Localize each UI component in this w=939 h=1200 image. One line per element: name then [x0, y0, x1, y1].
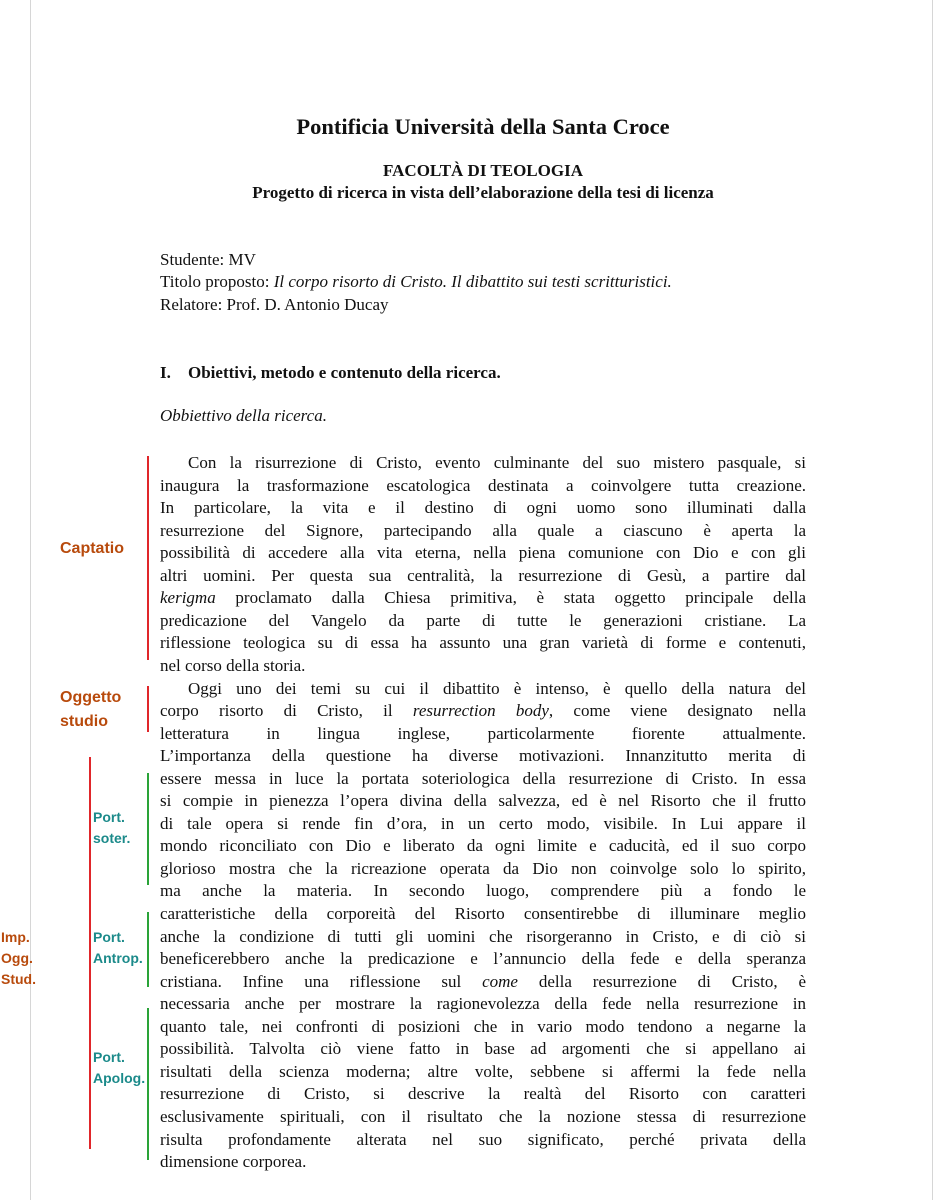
- faculty-heading: FACOLTÀ DI TEOLOGIA: [383, 161, 583, 180]
- annotation-captatio: Captatio: [60, 540, 124, 557]
- body-line: [160, 925, 806, 948]
- bracket-captatio: [147, 456, 149, 660]
- annotation-port-apolog: [93, 1047, 145, 1089]
- body-text-segment: predicazione del Vangelo da parte di tutte le generazioni cristiane. La: [160, 610, 806, 630]
- annotation-oggetto-line1: Oggetto: [60, 689, 122, 706]
- bracket-imp-ogg-stud: [89, 757, 91, 1149]
- body-text-segment: ma anche la materia. In secondo luogo, comprendere più a fondo le: [160, 881, 806, 901]
- body-line: [160, 699, 806, 722]
- body-line: [160, 519, 806, 542]
- body-line: [160, 812, 806, 835]
- section-title: Obiettivi, metodo e contenuto della ricerca.: [188, 363, 501, 382]
- body-line: [160, 970, 806, 993]
- section-subtitle: Obbiettivo della ricerca.: [160, 406, 327, 425]
- body-text-segment: nel corso della storia.: [160, 655, 306, 675]
- body-line: [160, 992, 806, 1015]
- annotation-imp-line3: Stud.: [1, 971, 36, 987]
- supervisor-line: Relatore: Prof. D. Antonio Ducay: [160, 295, 389, 314]
- body-text-segment: , come viene designato nella: [548, 701, 806, 721]
- annotation-soter-line2: soter.: [93, 830, 131, 846]
- university-title: Pontificia Università della Santa Croce: [296, 114, 670, 139]
- body-line: [160, 677, 806, 700]
- body-line: [160, 654, 806, 677]
- body-italic-term: resurrection body: [412, 701, 549, 721]
- body-line: [160, 564, 806, 587]
- body-text-segment: risulta profondamente alterata nel suo significato, perché privata della: [160, 1129, 806, 1149]
- body-line: [160, 1015, 806, 1038]
- body-line: [160, 722, 806, 745]
- annotation-apolog-line2: Apolog.: [93, 1070, 146, 1086]
- body-text-segment: necessaria anche per mostrare la ragionevolezza della fede nella resurrezione in: [160, 994, 806, 1014]
- bracket-port-apolog: [147, 1008, 149, 1160]
- annotation-oggetto-studio: [60, 686, 121, 734]
- body-line: [160, 1105, 806, 1128]
- body-text-segment: caratteristiche della corporeità del Risorto consentirebbe di illuminare meglio: [160, 904, 806, 923]
- body-line: [160, 857, 806, 880]
- annotation-imp-ogg-stud: [1, 927, 36, 990]
- body-text-segment: proclamato dalla Chiesa primitiva, è stata oggetto principale della: [215, 588, 806, 608]
- body-line: [160, 496, 806, 519]
- body-text-segment: di tale opera si rende fin d’ora, in un certo modo, visibile. In Lui appare il: [160, 813, 806, 833]
- body-line: [160, 1150, 806, 1173]
- bracket-port-antrop: [147, 912, 149, 987]
- body-text-segment: mondo riconciliato con Dio e liberato da ogni limite e caducità, ed il suo corpo: [160, 836, 806, 856]
- bracket-port-soter: [147, 773, 149, 885]
- body-line: [160, 744, 806, 767]
- proposed-title-value: Il corpo risorto di Cristo. Il dibattito sui testi scritturistici.: [273, 272, 672, 291]
- body-text-segment: altri uomini. Per questa sua centralità, la resurrezione di Gesù, a partire dal: [160, 565, 806, 585]
- annotation-oggetto-line2: studio: [60, 713, 108, 730]
- annotation-port-soter: [93, 807, 130, 849]
- annotation-apolog-line1: Port.: [93, 1049, 125, 1065]
- body-line: [160, 609, 806, 632]
- body-text-segment: possibilità di accedere alla vita eterna, nella piena comunione con Dio e con gli: [160, 543, 806, 563]
- annotation-soter-line1: Port.: [93, 809, 125, 825]
- body-text-segment: resurrezione del Signore, partecipando alla quale a ciascuno è aperta la: [160, 520, 806, 540]
- body-line: [160, 1128, 806, 1151]
- project-heading: Progetto di ricerca in vista dell’elaborazione della tesi di licenza: [252, 183, 714, 202]
- body-text-segment: Con la risurrezione di Cristo, evento culminante del suo mistero pasquale, si: [188, 453, 806, 472]
- body-text-segment: Oggi uno dei temi su cui il dibattito è intenso, è quello della natura del: [188, 678, 806, 698]
- annotation-antrop-line2: Antrop.: [93, 950, 143, 966]
- body-line: [160, 631, 806, 654]
- body-text-segment: resurrezione di Cristo, si descrive la realtà del Risorto con caratteri: [160, 1084, 806, 1104]
- body-text-segment: L’importanza della questione ha diverse motivazioni. Innanzitutto merita di: [160, 746, 806, 766]
- body-text-segment: quanto tale, nei confronti di posizioni che in vario modo tendono a negarne la: [160, 1016, 806, 1036]
- body-text-segment: essere messa in luce la portata soteriologica della resurrezione di Cristo. In essa: [160, 768, 806, 788]
- body-italic-term: come: [482, 971, 518, 991]
- body-text-segment: cristiana. Infine una riflessione sul: [160, 971, 483, 991]
- body-line: [160, 474, 806, 497]
- proposed-title-line: [160, 272, 672, 292]
- annotation-port-antrop: [93, 927, 143, 969]
- body-line: [160, 902, 806, 925]
- body-italic-term: kerigma: [160, 588, 216, 608]
- body-text-segment: letteratura in lingua inglese, particolarmente fiorente attualmente.: [160, 723, 806, 743]
- body-line: [160, 767, 806, 790]
- section-heading: [160, 363, 501, 383]
- body-text-segment: corpo risorto di Cristo, il: [160, 701, 413, 721]
- body-line: [160, 947, 806, 970]
- body-text-segment: inaugura la trasformazione escatologica destinata a coinvolgere tutta creazione.: [160, 475, 806, 495]
- body-line: [160, 451, 806, 474]
- body-text-segment: beneficerebbero anche la predicazione e l’annuncio della fede e della speranza: [160, 949, 806, 969]
- body-line: [160, 1082, 806, 1105]
- bracket-oggetto-studio: [147, 686, 149, 732]
- body-text-segment: possibilità. Talvolta ciò viene fatto in base ad argomenti che si appellano ai: [160, 1039, 806, 1059]
- body-line: [160, 1037, 806, 1060]
- proposed-title-label: Titolo proposto:: [160, 272, 274, 291]
- body-text-segment: anche la condizione di tutti gli uomini che risorgeranno in Cristo, e di ciò si: [160, 926, 806, 946]
- body-line: [160, 586, 806, 609]
- body-text-segment: In particolare, la vita e il destino di ogni uomo sono illuminati dalla: [160, 498, 806, 518]
- body-text-segment: della resurrezione di Cristo, è: [517, 971, 806, 991]
- body-text-segment: riflessione teologica su di essa ha assunto una gran varietà di forme e contenuti,: [160, 633, 806, 653]
- annotation-antrop-line1: Port.: [93, 929, 125, 945]
- body-line: [160, 879, 806, 902]
- body-line: [160, 789, 806, 812]
- annotation-imp-line2: Ogg.: [1, 950, 33, 966]
- body-text-segment: glorioso mostra che la ricreazione operata da Dio non coinvolge solo lo spirito,: [160, 858, 806, 878]
- body-text-segment: si compie in pienezza l’opera divina della salvezza, ed è nel Risorto che il frutto: [160, 791, 806, 811]
- body-line: [160, 1060, 806, 1083]
- annotation-imp-line1: Imp.: [1, 929, 30, 945]
- body-text-segment: risultati della scienza moderna; altre volte, sebbene si affermi la fede nella: [160, 1061, 806, 1081]
- body-line: [160, 834, 806, 857]
- student-line: Studente: MV: [160, 250, 256, 269]
- section-number: I.: [160, 363, 171, 382]
- body-text-segment: esclusivamente spirituali, con il risultato che la nozione stessa di resurrezione: [160, 1106, 806, 1126]
- body-text-segment: dimensione corporea.: [160, 1152, 307, 1172]
- body-line: [160, 541, 806, 564]
